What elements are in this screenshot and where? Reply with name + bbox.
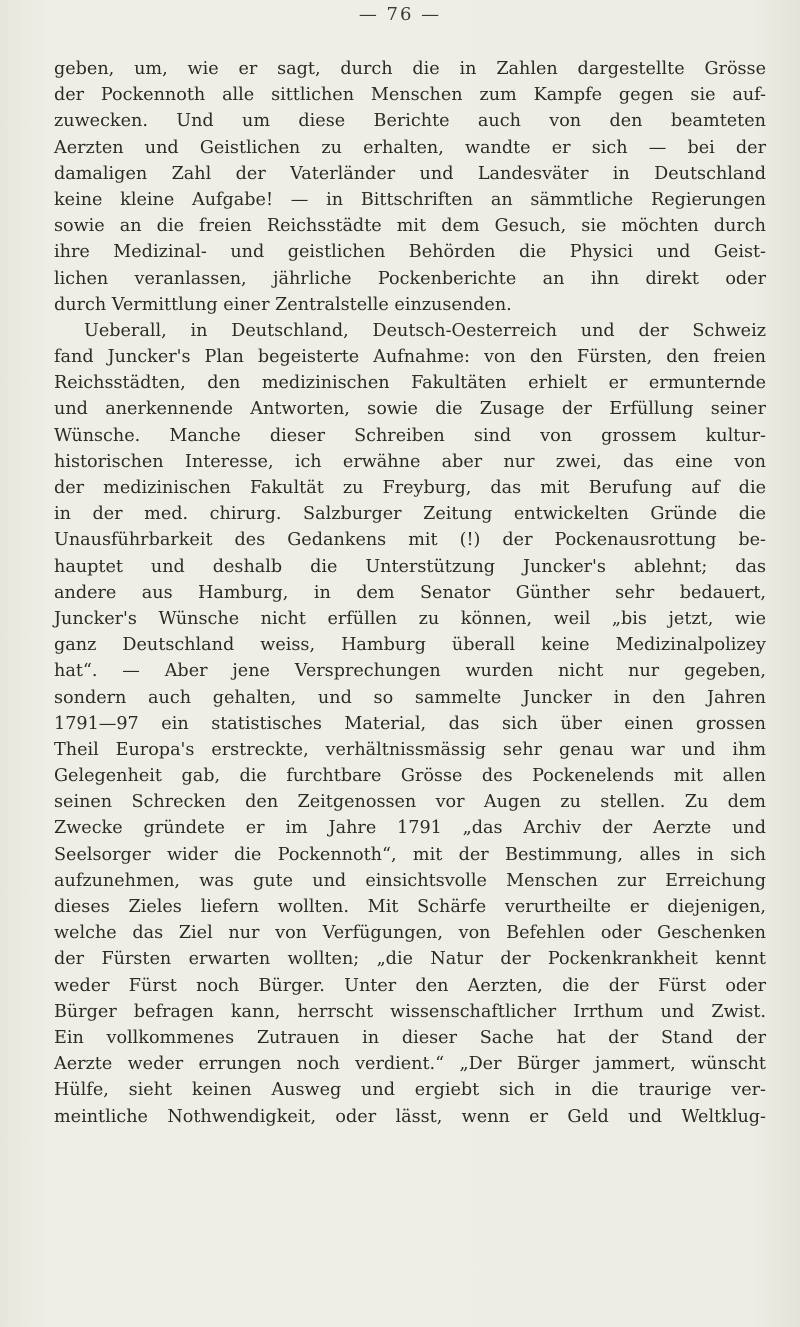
text-line: in der med. chirurg. Salzburger Zeitung entwickelten Gründe die (54, 504, 766, 525)
text-line: Aerzte weder errungen noch verdient.“ „Der Bürger jammert, wünscht (54, 1054, 766, 1075)
paragraph-start-line: Ueberall, in Deutschland, Deutsch-Oesterreich und der Schweiz (84, 320, 766, 341)
text-line: der Fürsten erwarten wollten; „die Natur der Pockenkrankheit kennt (54, 949, 766, 970)
page-number: — 76 — (358, 4, 442, 25)
text-line: der Pockennoth alle sittlichen Menschen zum Kampfe gegen sie auf- (54, 85, 766, 106)
text-line: Bürger befragen kann, herrscht wissenschaftlicher Irrthum und Zwist. (54, 1001, 766, 1022)
body-text (54, 56, 766, 1130)
text-line: dieses Zieles liefern wollten. Mit Schärfe verurtheilte er diejenigen, (54, 897, 766, 917)
text-line: Aerzten und Geistlichen zu erhalten, wandte er sich — bei der (54, 137, 766, 158)
text-line: geben, um, wie er sagt, durch die in Zahlen dargestellte Grösse (54, 59, 766, 79)
text-line: hat“. — Aber jene Versprechungen wurden nicht nur gegeben, (54, 661, 766, 682)
text-line: Gelegenheit gab, die furchtbare Grösse des Pockenelends mit allen (54, 766, 766, 787)
text-line: seinen Schrecken den Zeitgenossen vor Augen zu stellen. Zu dem (54, 792, 766, 813)
text-line: ganz Deutschland weiss, Hamburg überall keine Medizinalpolizey (54, 635, 766, 656)
text-line: sondern auch gehalten, und so sammelte Juncker in den Jahren (54, 687, 766, 708)
text-line: aufzunehmen, was gute und einsichtsvolle Menschen zur Erreichung (54, 870, 766, 891)
text-line: zuwecken. Und um diese Berichte auch von den beamteten (54, 111, 766, 132)
text-line: historischen Interesse, ich erwähne aber nur zwei, das eine von (54, 451, 766, 472)
text-line: welche das Ziel nur von Verfügungen, von Befehlen oder Geschenken (54, 923, 766, 944)
text-line: Ein vollkommenes Zutrauen in dieser Sache hat der Stand der (54, 1027, 766, 1048)
text-line: sowie an die freien Reichsstädte mit dem Gesuch, sie möchten durch (54, 216, 766, 237)
text-line: meintliche Nothwendigkeit, oder lässt, wenn er Geld und Weltklug- (54, 1106, 766, 1127)
text-line: Wünsche. Manche dieser Schreiben sind von grossem kultur- (54, 425, 766, 446)
text-line: andere aus Hamburg, in dem Senator Günther sehr bedauert, (54, 582, 766, 603)
text-line: Reichsstädten, den medizinischen Fakultäten erhielt er ermunternde (54, 373, 766, 394)
text-line: damaligen Zahl der Vaterländer und Landesväter in Deutschland (54, 163, 766, 184)
text-line: 1791—97 ein statistisches Material, das sich über einen grossen (54, 713, 766, 734)
text-line: Unausführbarkeit des Gedankens mit (!) der Pockenausrottung be- (54, 530, 766, 551)
text-line: Hülfe, sieht keinen Ausweg und ergiebt sich in die traurige ver- (54, 1080, 766, 1101)
text-line: hauptet und deshalb die Unterstützung Juncker's ablehnt; das (54, 556, 766, 577)
text-line: Zwecke gründete er im Jahre 1791 „das Archiv der Aerzte und (54, 818, 766, 839)
text-line: fand Juncker's Plan begeisterte Aufnahme: von den Fürsten, den freien (54, 347, 766, 368)
paragraph-end-line: durch Vermittlung einer Zentralstelle einzusenden. (54, 294, 512, 315)
text-line: Juncker's Wünsche nicht erfüllen zu können, weil „bis jetzt, wie (54, 608, 766, 629)
text-line: der medizinischen Fakultät zu Freyburg, das mit Berufung auf die (54, 478, 766, 498)
text-line: Theil Europa's erstreckte, verhältnissmässig sehr genau war und ihm (54, 739, 766, 760)
text-line: Seelsorger wider die Pockennoth“, mit der Bestimmung, alles in sich (54, 844, 766, 865)
text-line: lichen veranlassen, jährliche Pockenberichte an ihn direkt oder (54, 268, 766, 289)
text-line: ihre Medizinal- und geistlichen Behörden die Physici und Geist- (54, 242, 766, 263)
text-line: keine kleine Aufgabe! — in Bittschriften an sämmtliche Regierungen (54, 189, 766, 210)
text-line: weder Fürst noch Bürger. Unter den Aerzten, die der Fürst oder (54, 975, 766, 996)
text-line: und anerkennende Antworten, sowie die Zusage der Erfüllung seiner (54, 399, 766, 420)
